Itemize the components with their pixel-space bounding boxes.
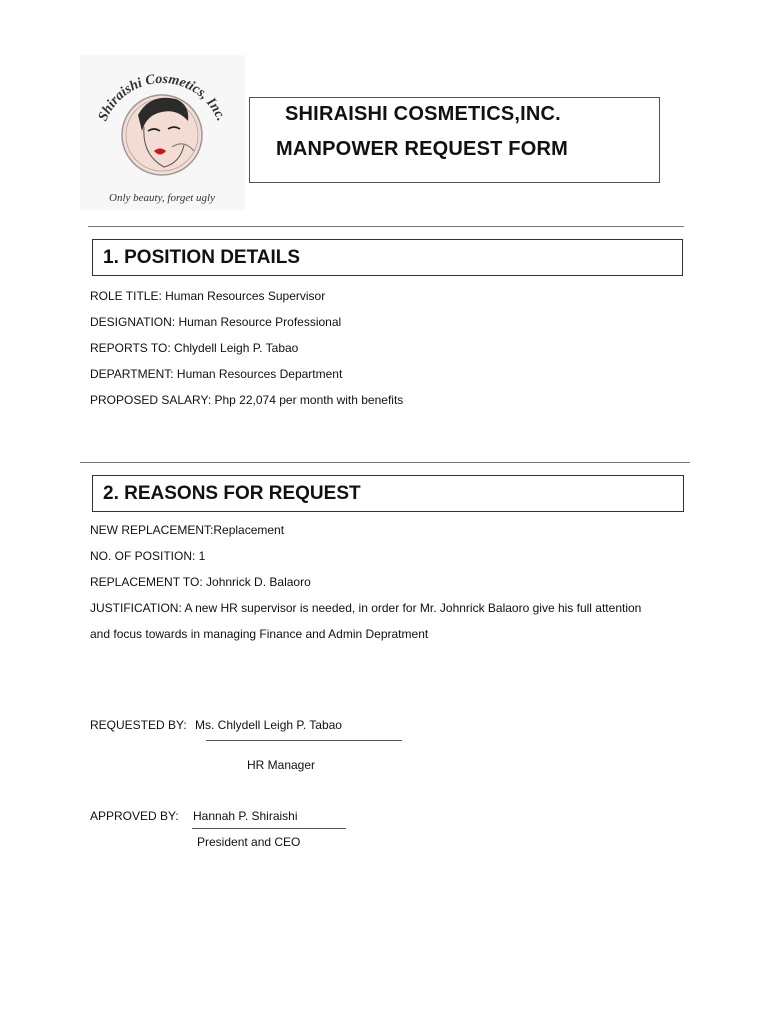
section-heading: 2. REASONS FOR REQUEST [103,483,361,504]
role-title-line: ROLE TITLE: Human Resources Supervisor [90,289,326,303]
section-divider [80,462,690,463]
requested-by-name: Ms. Chlydell Leigh P. Tabao [195,718,342,732]
company-logo [80,55,245,210]
reports-to-line: REPORTS TO: Chlydell Leigh P. Tabao [90,341,299,355]
new-replacement-line: NEW REPLACEMENT:Replacement [90,523,285,537]
approved-by-title: President and CEO [197,835,301,849]
approved-signature-line [192,828,346,829]
logo-brand-text: Shiraishi Cosmetics, Inc. [95,71,229,124]
replacement-to-line: REPLACEMENT TO: Johnrick D. Balaoro [90,575,311,589]
form-title: MANPOWER REQUEST FORM [276,138,568,160]
approved-by-name: Hannah P. Shiraishi [193,809,298,823]
title-box [249,97,660,183]
requested-by-label: REQUESTED BY: [90,718,187,732]
woman-face-logo-icon [80,55,245,210]
department-line: DEPARTMENT: Human Resources Department [90,367,343,381]
proposed-salary-line: PROPOSED SALARY: Php 22,074 per month with benefits [90,393,404,407]
designation-line: DESIGNATION: Human Resource Professional [90,315,342,329]
justification-line-continued: and focus towards in managing Finance and Admin Depratment [90,627,429,641]
section-heading: 1. POSITION DETAILS [103,247,301,268]
requested-signature-line [206,740,402,741]
section-heading-box [92,239,683,276]
approved-by-label: APPROVED BY: [90,809,179,823]
justification-line: JUSTIFICATION: A new HR supervisor is needed, in order for Mr. Johnrick Balaoro give his full attention [90,601,642,615]
company-name: SHIRAISHI COSMETICS,INC. [285,103,561,125]
no-of-position-line: NO. OF POSITION: 1 [90,549,206,563]
section-divider [88,226,684,227]
logo-tagline: Only beauty, forget ugly [109,192,215,204]
requested-by-title: HR Manager [247,758,316,772]
section-heading-box [92,475,684,512]
